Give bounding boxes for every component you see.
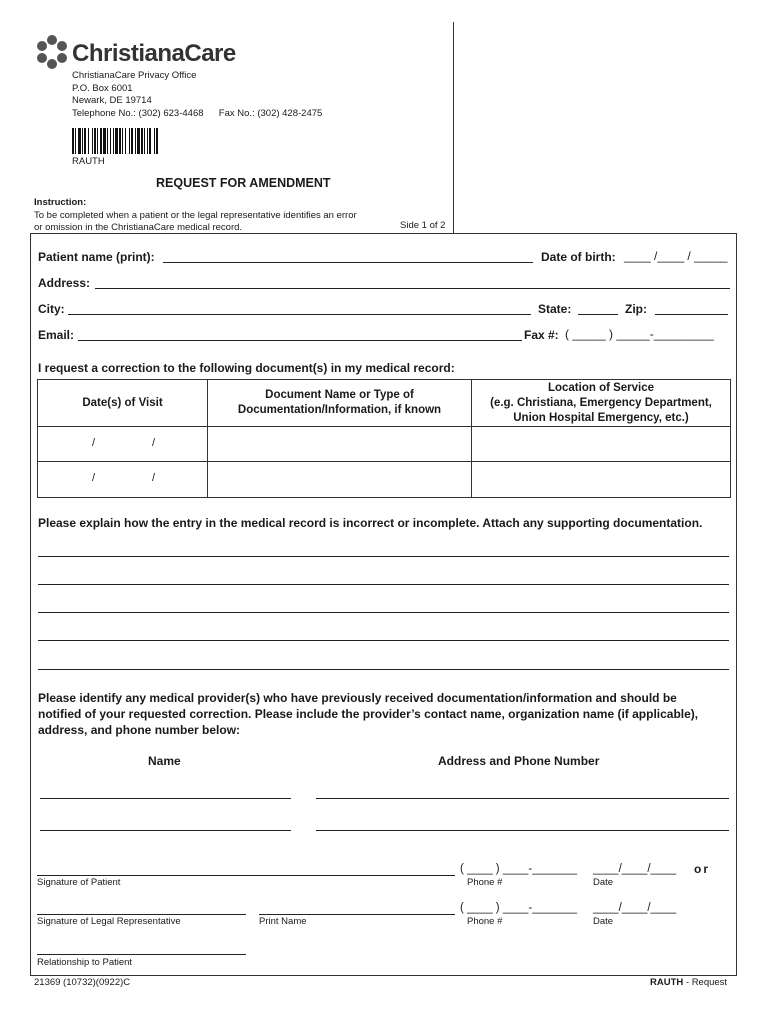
- date-slash: /: [152, 472, 156, 484]
- date-label: Date: [593, 877, 614, 888]
- or-label: or: [694, 862, 710, 876]
- providers-prompt: [38, 690, 698, 738]
- form-id-rest: - Request: [683, 977, 728, 988]
- col-date-label: Date(s) of Visit: [82, 396, 163, 409]
- return-address: [72, 70, 322, 120]
- col-loc-line-3: Union Hospital Emergency, etc.): [513, 411, 689, 424]
- col-doc-header: [208, 380, 472, 427]
- christianacare-star-icon: [34, 34, 70, 70]
- form-title: REQUEST FOR AMENDMENT: [156, 176, 331, 190]
- provider-address-field-2[interactable]: [316, 830, 729, 831]
- patient-phone-field[interactable]: ( ____ ) ____-_______: [460, 863, 578, 875]
- providers-line-2: notified of your requested correction. Please include the provider’s contact name, organization name (if applicable),: [38, 707, 699, 721]
- provider-address-field-1[interactable]: [316, 798, 729, 799]
- provider-name-header: Name: [148, 754, 181, 768]
- form-id-bold: RAUTH: [650, 977, 684, 988]
- phone-fax-line: [72, 108, 322, 121]
- patient-name-field[interactable]: [163, 262, 533, 263]
- documents-table: [37, 379, 731, 498]
- dob-field[interactable]: ____ /____ / _____: [624, 249, 728, 263]
- explain-line-4[interactable]: [38, 640, 729, 641]
- email-label: Email:: [38, 328, 75, 342]
- provider-name-field-2[interactable]: [40, 830, 291, 831]
- barcode-label: RAUTH: [72, 156, 105, 167]
- relationship-label: Relationship to Patient: [37, 957, 133, 968]
- form-id: [650, 977, 727, 990]
- providers-line-3: address, and phone number below:: [38, 723, 241, 737]
- explain-line-1[interactable]: [38, 556, 729, 557]
- logo: [34, 34, 234, 72]
- relationship-field[interactable]: [37, 954, 246, 955]
- fax-field[interactable]: ( _____ ) _____-_________: [565, 327, 714, 341]
- table-header-row: [38, 380, 731, 427]
- date-slash: /: [92, 437, 96, 449]
- dob-label: Date of birth:: [541, 250, 616, 264]
- instruction-label: Instruction:: [34, 197, 87, 208]
- providers-line-1: Please identify any medical provider(s) who have previously received documentation/information and should be: [38, 691, 677, 705]
- legal-rep-signature-field[interactable]: [37, 914, 246, 915]
- instruction-line-1: To be completed when a patient or the legal representative identifies an error: [34, 209, 357, 221]
- phone-label: Phone #: [467, 916, 503, 927]
- date-slash: /: [92, 472, 96, 484]
- legal-rep-label: Signature of Legal Representative: [37, 916, 181, 927]
- date-slash: /: [152, 437, 156, 449]
- visit-date-cell-1[interactable]: [38, 427, 208, 462]
- po-box: P.O. Box 6001: [72, 82, 133, 94]
- patient-name-label: Patient name (print):: [38, 250, 155, 264]
- col-loc-line-1: Location of Service: [547, 381, 655, 394]
- office-name: ChristianaCare Privacy Office: [72, 70, 197, 81]
- city-line: Newark, DE 19714: [72, 95, 152, 106]
- table-row: [38, 462, 731, 498]
- location-cell-1[interactable]: [472, 427, 731, 462]
- explain-line-3[interactable]: [38, 612, 729, 613]
- side-number: Side 1 of 2: [400, 220, 446, 231]
- patient-signature-label: Signature of Patient: [37, 877, 121, 888]
- telephone: Telephone No.: (302) 623-4468: [72, 107, 204, 119]
- state-field[interactable]: [578, 314, 618, 315]
- explain-line-5[interactable]: [38, 669, 729, 670]
- documents-intro: I request a correction to the following document(s) in my medical record:: [38, 361, 455, 375]
- explain-line-2[interactable]: [38, 584, 729, 585]
- col-doc-line-2: Documentation/Information, if known: [237, 404, 442, 416]
- location-cell-2[interactable]: [472, 462, 731, 498]
- city-field[interactable]: [68, 314, 531, 315]
- provider-address-header: Address and Phone Number: [438, 754, 600, 768]
- barcode: [72, 128, 214, 154]
- header-divider: [453, 22, 454, 233]
- fax: Fax No.: (302) 428-2475: [218, 107, 323, 119]
- instruction-line-2: or omission in the ChristianaCare medical record.: [34, 222, 243, 233]
- email-field[interactable]: [78, 340, 522, 341]
- table-row: [38, 427, 731, 462]
- legal-phone-field[interactable]: ( ____ ) ____-_______: [460, 902, 578, 914]
- date-label: Date: [593, 916, 614, 927]
- provider-name-field-1[interactable]: [40, 798, 291, 799]
- visit-date-cell-2[interactable]: [38, 462, 208, 498]
- document-cell-1[interactable]: [208, 427, 472, 462]
- state-label: State:: [538, 302, 572, 316]
- explain-prompt: Please explain how the entry in the medical record is incorrect or incomplete. Attach any supporting documentation.: [38, 516, 703, 530]
- patient-signature-field[interactable]: [37, 875, 455, 876]
- phone-label: Phone #: [467, 877, 503, 888]
- col-date-header: [38, 380, 208, 427]
- legal-date-field[interactable]: ____/____/____: [593, 902, 677, 914]
- zip-label: Zip:: [625, 302, 647, 316]
- print-name-label: Print Name: [259, 916, 307, 927]
- col-loc-line-2: (e.g. Christiana, Emergency Department,: [490, 396, 712, 409]
- address-label: Address:: [38, 276, 91, 290]
- print-name-field[interactable]: [259, 914, 455, 915]
- address-field[interactable]: [95, 288, 730, 289]
- col-doc-line-1: Document Name or Type of: [265, 389, 414, 401]
- form-code: 21369 (10732)(0922)C: [34, 977, 131, 988]
- fax-label: Fax #:: [524, 328, 559, 342]
- patient-date-field[interactable]: ____/____/____: [593, 863, 677, 875]
- logo-text: ChristianaCare: [72, 40, 236, 67]
- col-location-header: [472, 380, 731, 427]
- instruction-block: [34, 197, 357, 235]
- city-label: City:: [38, 302, 65, 316]
- zip-field[interactable]: [655, 314, 728, 315]
- document-cell-2[interactable]: [208, 462, 472, 498]
